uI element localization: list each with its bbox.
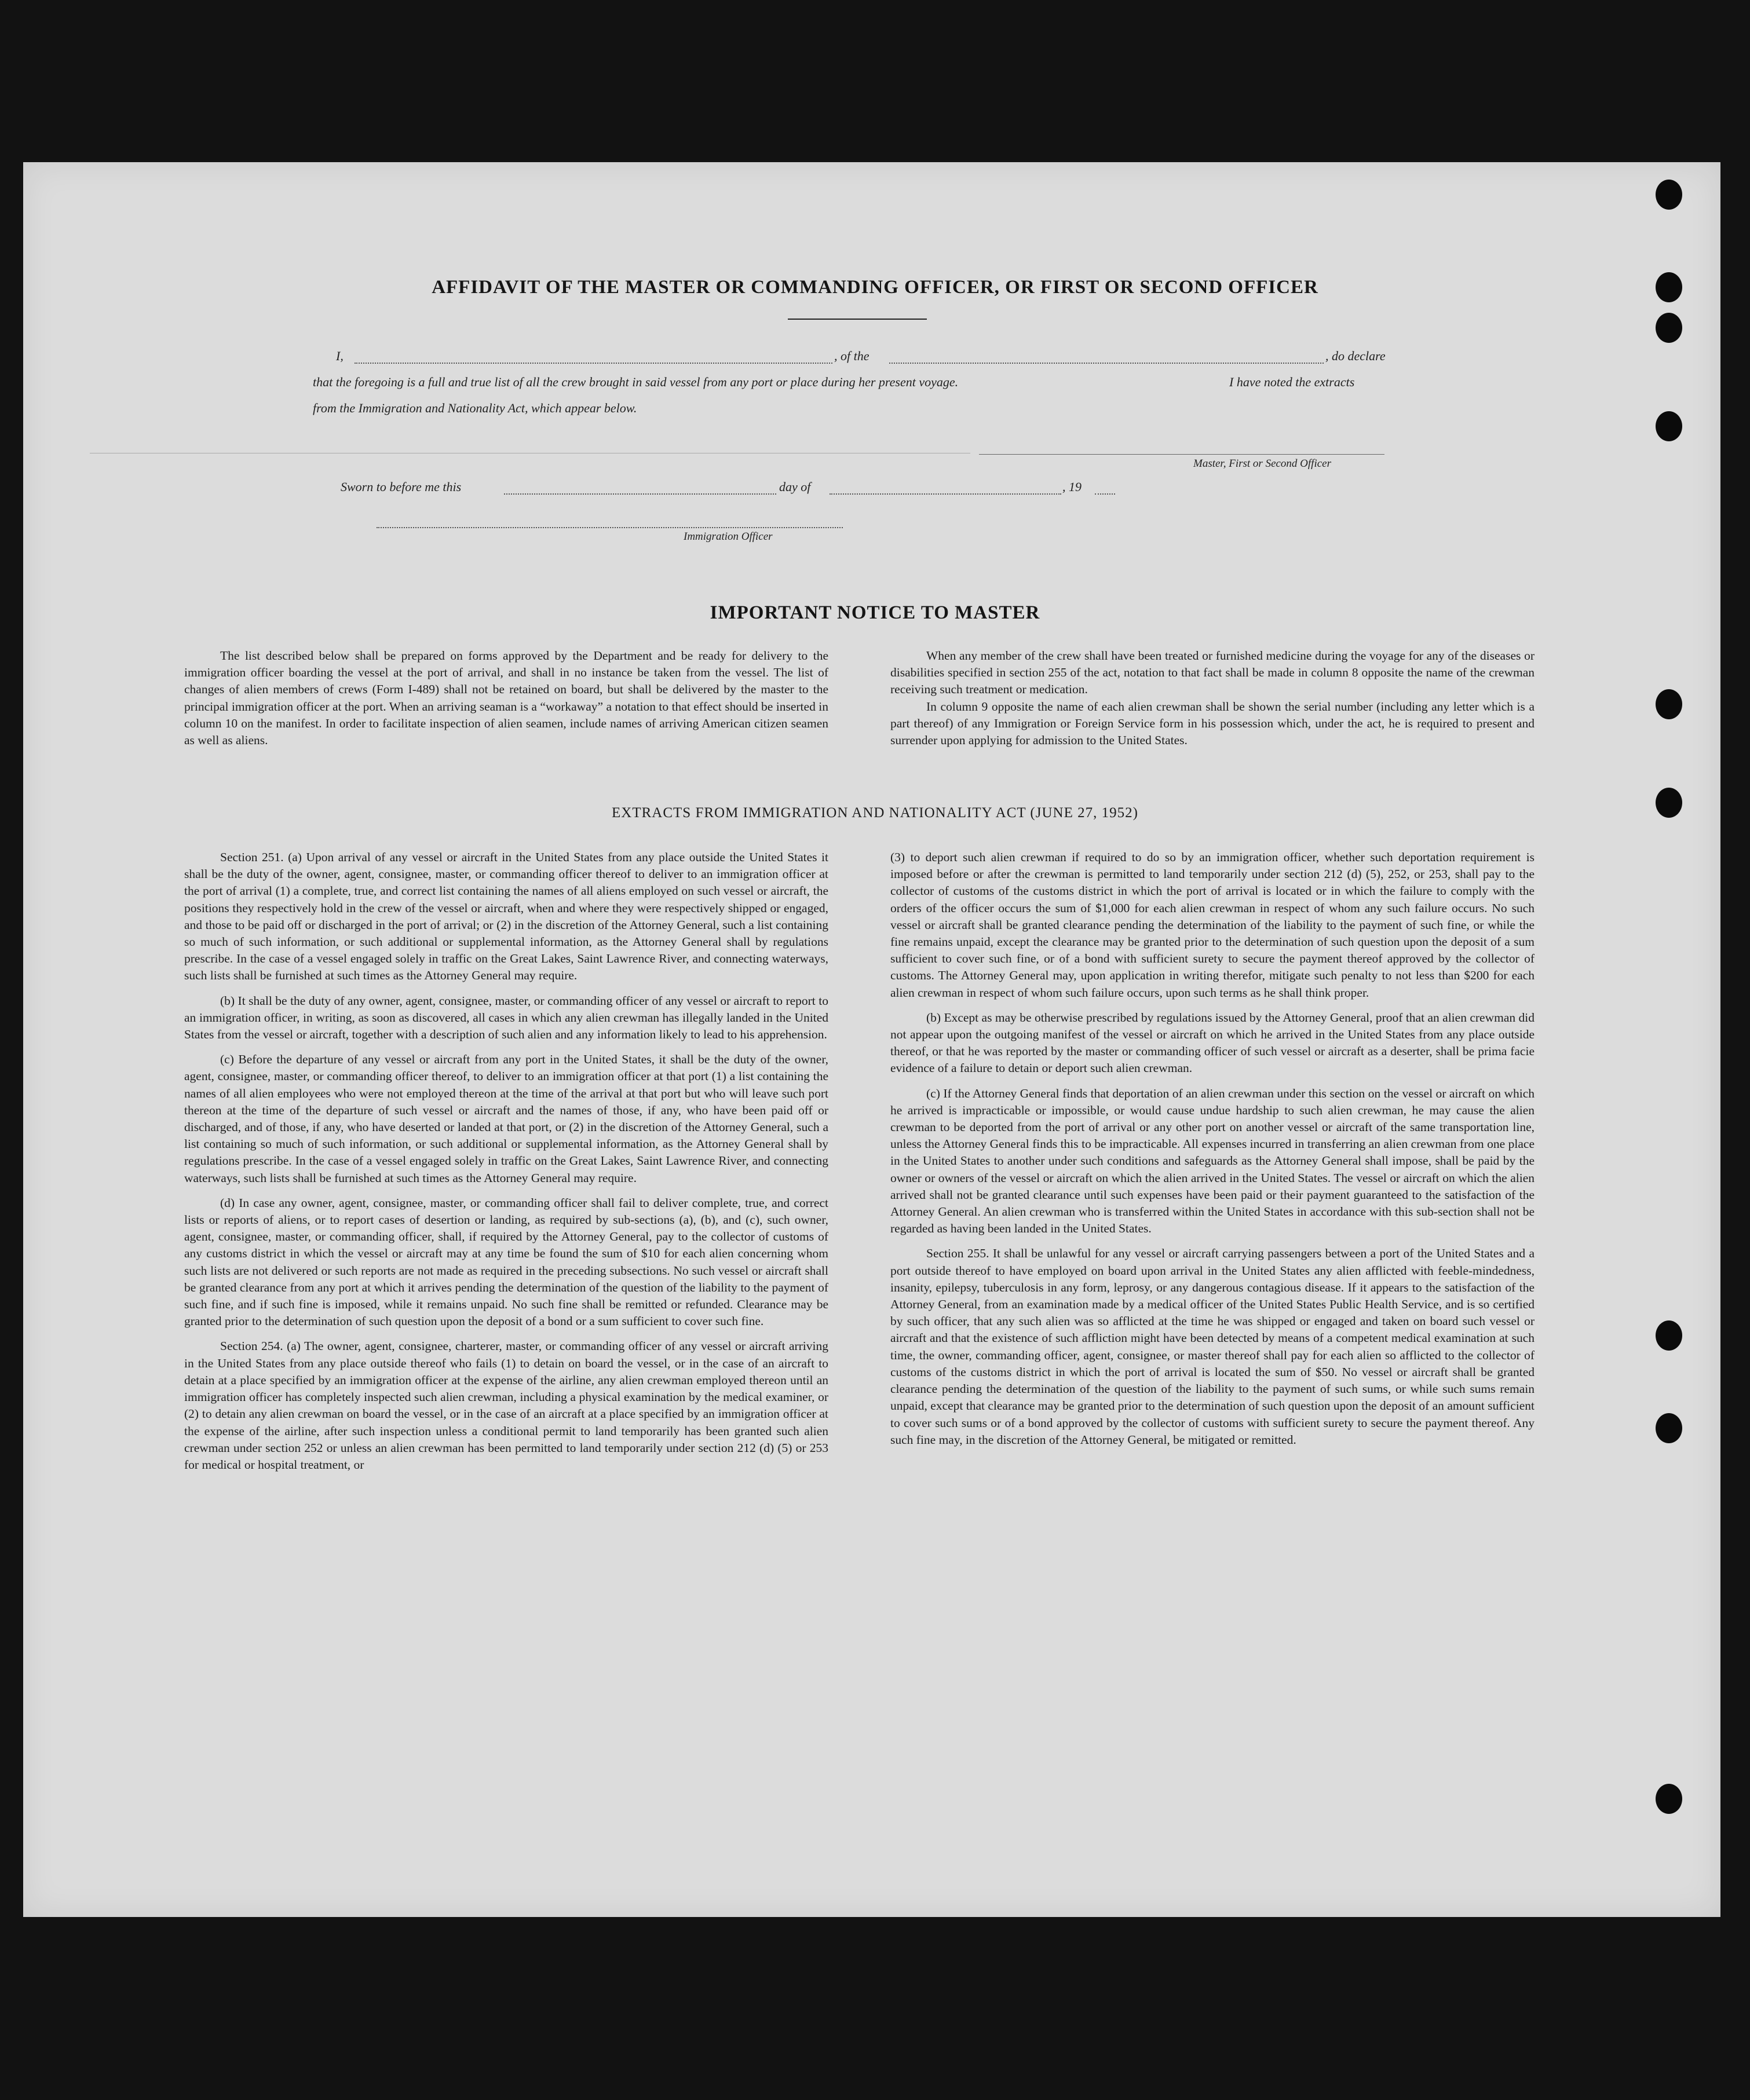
punch-hole xyxy=(1656,313,1682,343)
section-254b: (b) Except as may be otherwise prescribed by regulations issued by the Attorney General, proof that an alien crewman did not appear upon the outgoing manifest of the vessel or aircraft on which he arrived in the United States from any place outside thereof, or that he was reported by the master or commanding officer of such vessel or aircraft as a deserter, shall be prima facie evidence of a failure to detain or deport such alien crewman. xyxy=(890,1010,1535,1075)
punch-hole xyxy=(1656,411,1682,441)
position-blank[interactable] xyxy=(889,363,1324,364)
affidavit-line2: that the foregoing is a full and true list of all the crew brought in said vessel from any port or place during her present voyage. xyxy=(313,375,959,389)
affidavit-line2-noted: I have noted the extracts xyxy=(1229,375,1355,389)
sworn-label: Sworn to before me this xyxy=(341,480,462,494)
affidavit-i: I, xyxy=(336,349,344,363)
section-251a: Section 251. (a) Upon arrival of any vessel or aircraft in the United States from any place outside the United States it shall be the duty of the owner, agent, consignee, master, or commanding officer thereof to deliver to an immigration officer at the port of arrival (1) a complete, true, and correct list containing the names of all aliens employed on such vessel or aircraft, the positions they respectively hold in the crew of the vessel or aircraft, when and where they were respectively shipped or engaged, and those to be paid off or discharged in the port of arrival; or (2) in the discretion of the Attorney General, such a list containing so much of such information, or such additional or supplemental information, as the Attorney General shall by regulations prescribe. In the case of a vessel engaged solely in traffic on the Great Lakes, Saint Lawrence River, and connecting waterways, such lists shall be furnished at such times as the Attorney General may require. xyxy=(184,850,828,983)
punch-hole xyxy=(1656,180,1682,210)
signature-label: Master, First or Second Officer xyxy=(1193,458,1332,470)
sworn-day-blank[interactable] xyxy=(504,493,776,495)
name-blank[interactable] xyxy=(355,363,832,364)
extracts-title: EXTRACTS FROM IMMIGRATION AND NATIONALITY ACT (JUNE 27, 1952) xyxy=(612,805,1138,821)
notice-title: IMPORTANT NOTICE TO MASTER xyxy=(710,602,1040,623)
day-of-label: day of xyxy=(779,480,811,494)
section-251b: (b) It shall be the duty of any owner, agent, consignee, master, or commanding officer of any vessel or aircraft to report to an immigration officer, in writing, as soon as discovered, all cases in which any alien crewman has illegally landed in the United States from the vessel or aircraft, together with a description of such alien and any information likely to lead to his apprehension. xyxy=(184,993,828,1042)
notice-left-column xyxy=(184,647,828,757)
notice-right-paragraph-1: When any member of the crew shall have been treated or furnished medicine during the voyage for any of the diseases or disabilities specified in section 255 of the act, notation to that fact shall be made in column 8 opposite the name of the crewman receiving such treatment or medication. xyxy=(890,649,1535,697)
bleed-through-text xyxy=(272,229,1547,256)
notice-left-paragraph: The list described below shall be prepared on forms approved by the Department and be ready for delivery to the immigration officer boarding the vessel at the port of arrival, and shall in no instance be taken from the vessel. The list of changes of alien members of crews (Form I-489) shall not be retained on board, but shall be delivered by the master to the principal immigration officer at the port. When an arriving seaman is a “workaway” a notation to that effect should be inserted in column 10 on the manifest. In order to facilitate inspection of alien seamen, include names of arriving American citizen seamen as well as aliens. xyxy=(184,649,828,748)
section-254a-continued: (3) to deport such alien crewman if required to do so by an immigration officer, whether such deportation requirement is imposed before or after the crewman is permitted to land temporarily under section 212 (d) (5), 252, or 253, shall pay to the collector of customs of the customs district in which the port of arrival is located or in which the failure to comply with the orders of the officer occurs the sum of $1,000 for each alien crewman in respect of whom any such failure occurs. No such vessel or aircraft shall be granted clearance pending the determination of the liability to the payment of such fine, or while the fine remains unpaid, except the clearance may be granted prior to the determination of such question upon the deposit of a sum sufficient to cover such fine, or of a bond with sufficient surety to secure the payment thereof approved by the collector of customs. The Attorney General may, upon application in writing therefor, mitigate such penalty to not less than $200 for each alien crewman in respect of whom such failure occurs, upon such terms as he shall think proper. xyxy=(890,850,1535,1000)
extracts-right-column xyxy=(890,849,1535,1457)
punch-hole xyxy=(1656,1413,1682,1443)
section-255: Section 255. It shall be unlawful for any vessel or aircraft carrying passengers between a port of the United States and a port outside thereof to have employed on board upon arrival in the United States any alien afflicted with feeble-mindedness, insanity, epilepsy, tuberculosis in any form, leprosy, or any dangerous contagious disease. If it appears to the satisfaction of the Attorney General, from an examination made by a medical officer of the United States Public Health Service, and is so certified by such officer, that any such alien was so afflicted at the time he was shipped or engaged and taken on board such vessel or aircraft and that the existence of such affliction might have been detected by means of a competent medical examination at such time, the owner, commanding officer, agent, consignee, or master thereof shall pay for each alien so afflicted to the collector of customs of the customs district in which the port of arrival is located the sum of $50. No vessel or aircraft shall be granted clearance pending the determination of the question of the liability to the payment of such sums, or while such sums remain unpaid, except that clearance may be granted prior to the determination of such question upon the deposit of an amount sufficient to cover such sums or of a bond approved by the collector of customs with sufficient surety to secure the payment thereof. Any such fine may, in the discretion of the Attorney General, be mitigated or remitted. xyxy=(890,1246,1535,1447)
affidavit-declare: , do declare xyxy=(1325,349,1386,363)
section-251d: (d) In case any owner, agent, consignee, master, or commanding officer shall fail to deliver complete, true, and correct lists or reports of aliens, or to report cases of desertion or landing, as required by sub-sections (a), (b), and (c), such owner, agent, consignee, master, or commanding officer, shall, if required by the Attorney General, pay to the collector of customs of any customs district in which the vessel or aircraft may at any time be found the sum of $10 for each alien concerning whom such lists are not delivered or such reports are not made as required in the preceding subsections. No such vessel or aircraft shall be granted clearance from any port at which it arrives pending the determination of the question of the liability to the payment of such fine, and if such fine is imposed, while it remains unpaid. No such fine shall be remitted or refunded. Clearance may be granted prior to the determination of such question upon the deposit of a bond or a sum sufficient to cover such fine. xyxy=(184,1195,828,1329)
section-251c: (c) Before the departure of any vessel or aircraft from any port in the United States, it shall be the duty of the owner, agent, consignee, master, or commanding officer thereof, to deliver to an immigration officer at that port (1) a list containing the names of all alien employees who were not employed thereon at the time of the arrival at that port but who will leave such port thereon at the time of the departure of such vessel or aircraft and the names of those, if any, who have been paid off or discharged, and of those, if any, who have deserted or landed at that port, or (2) in the discretion of the Attorney General, such a list containing so much of such information, or such additional or supplemental information, as the Attorney General shall by regulations prescribe. In the case of a vessel engaged solely in traffic on the Great Lakes, Saint Lawrence River, and connecting waterways, such lists shall be furnished at such times as the Attorney General may require. xyxy=(184,1052,828,1185)
year-label: , 19 xyxy=(1062,480,1082,494)
affidavit-line3: from the Immigration and Nationality Act, which appear below. xyxy=(313,401,637,415)
month-blank[interactable] xyxy=(830,493,1061,495)
punch-hole xyxy=(1656,1320,1682,1351)
notice-right-column xyxy=(890,647,1535,757)
officer-signature-line[interactable] xyxy=(377,527,843,528)
affidavit-title: AFFIDAVIT OF THE MASTER OR COMMANDING OFFICER, OR FIRST OR SECOND OFFICER xyxy=(432,277,1318,298)
title-rule xyxy=(788,319,927,320)
punch-hole xyxy=(1656,1784,1682,1814)
notice-right-paragraph-2: In column 9 opposite the name of each alien crewman shall be shown the serial number (including any letter which is a part thereof) of any Immigration or Foreign Service form in his possession which, under the act, he is required to present and surrender upon applying for admission to the United States. xyxy=(890,699,1535,748)
extracts-left-column xyxy=(184,849,828,1481)
affidavit-of-the: , of the xyxy=(834,349,869,363)
punch-hole xyxy=(1656,689,1682,719)
signature-line[interactable] xyxy=(979,454,1384,455)
year-blank[interactable] xyxy=(1095,493,1115,495)
section-254c: (c) If the Attorney General finds that deportation of an alien crewman under this section on the vessel or aircraft on which he arrived is impracticable or impossible, or would cause undue hardship to such alien crewman, he may cause the alien crewman to be deported from the port of arrival or any other port on another vessel or aircraft of the same transportation line, unless the Attorney General finds this to be impracticable. All expenses incurred in transferring an alien crewman from one place in the United States to another under such conditions and safeguards as the Attorney General shall impose, shall be paid by the owner or owners of the vessel or aircraft on which the alien arrived in the United States. The vessel or aircraft on which the alien arrived shall not be granted clearance until such expenses have been paid or their payment guaranteed to the satisfaction of the Attorney General. An alien crewman who is transferred within the United States in accordance with this sub-section shall not be regarded as having been landed in the United States. xyxy=(890,1086,1535,1236)
section-254a: Section 254. (a) The owner, agent, consignee, charterer, master, or commanding officer of any vessel or aircraft arriving in the United States from any place outside thereof who fails (1) to detain on board the vessel, or in the case of an aircraft to detain at a place specified by an immigration officer at the expense of the airline, any alien crewman employed thereon until an immigration officer has completely inspected such alien crewman, including a physical examination by the medical examiner, or (2) to detain any alien crewman on board the vessel, or in the case of an aircraft at a place specified by an immigration officer at the expense of the airline, after such inspection unless a conditional permit to land temporarily has been granted such alien crewman under section 252 or unless an alien crewman has been permitted to land temporarily under section 212 (d) (5) or 253 for medical or hospital treatment, or xyxy=(184,1339,828,1472)
officer-label: Immigration Officer xyxy=(684,531,773,543)
